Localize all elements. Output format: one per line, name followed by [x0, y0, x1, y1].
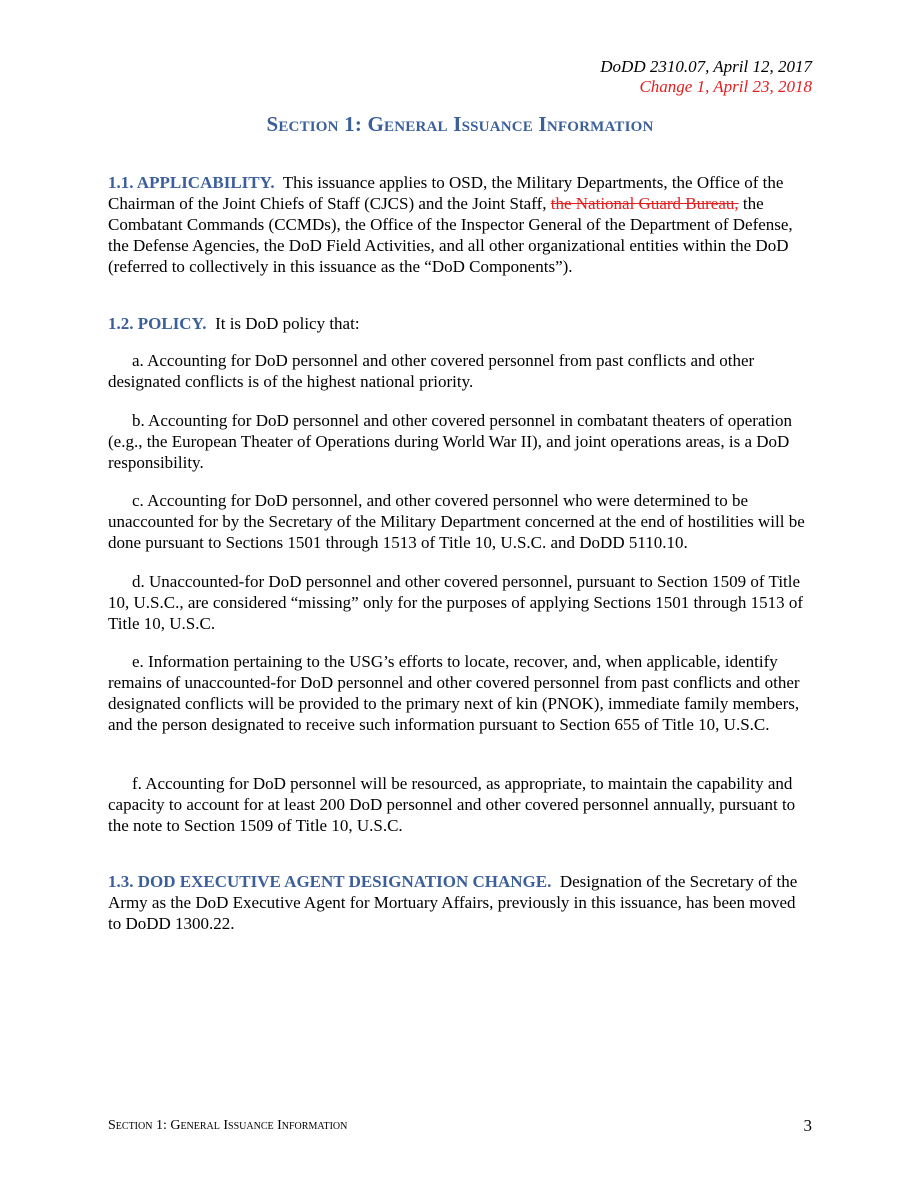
page-number: 3 — [803, 1116, 812, 1135]
policy-item-e — [108, 651, 813, 735]
policy-item-d — [108, 571, 813, 634]
policy-item-b — [108, 410, 813, 473]
executive-agent-text: Designation of the Secretary of the Army as the DoD Executive Agent for Mortuary Affairs, previously in this issuance, has been moved to DoDD 1300.22. — [108, 872, 798, 933]
policy-item-text: f. Accounting for DoD personnel will be resourced, as appropriate, to maintain the capability and capacity to account for at least 200 DoD personnel and other covered personnel annually, pursuant to the note to Section 1509 of Title 10, U.S.C. — [108, 774, 796, 835]
policy-item-text: b. Accounting for DoD personnel and other covered personnel in combatant theaters of operation (e.g., the European Theater of Operations during World War II), and joint operations areas, is a DoD responsibility. — [108, 411, 792, 472]
applicability-text-b: the Combatant Commands (CCMDs), the Office of the Inspector General of the Department of Defense, the Defense Agencies, the DoD Field Activities, and all other organizational entities within the DoD (referred to collectively in this issuance as the “DoD Components”). — [108, 194, 793, 276]
policy-item-c — [108, 490, 813, 553]
change-notice: Change 1, April 23, 2018 — [639, 77, 812, 96]
policy-item-text: e. Information pertaining to the USG’s efforts to locate, recover, and, when applicable, identify remains of unaccounted-for DoD personnel and other covered personnel from past conflicts and other designated conflicts will be provided to the primary next of kin (PNOK), immediate family members, and the person designated to receive such information pursuant to Section 655 of Title 10, U.S.C. — [108, 652, 800, 734]
applicability-paragraph — [108, 172, 813, 277]
executive-agent-heading: 1.3. DOD EXECUTIVE AGENT DESIGNATION CHANGE. — [108, 872, 552, 891]
deleted-text: the National Guard Bureau, — [550, 194, 739, 213]
section-title: Section 1: General Issuance Information — [266, 112, 654, 136]
footer-section-label: Section 1: General Issuance Information — [108, 1118, 348, 1133]
executive-agent-paragraph — [108, 871, 813, 934]
policy-item-text: a. Accounting for DoD personnel and other covered personnel from past conflicts and other designated conflicts is of the highest national priority. — [108, 351, 755, 391]
applicability-heading: 1.1. APPLICABILITY. — [108, 173, 275, 192]
policy-item-f — [108, 773, 813, 836]
applicability-text-a: This issuance applies to OSD, the Military Departments, the Office of the Chairman of the Joint Chiefs of Staff (CJCS) and the Joint Staff, — [108, 173, 784, 213]
policy-item-a — [108, 350, 813, 392]
policy-item-text: c. Accounting for DoD personnel, and other covered personnel who were determined to be unaccounted for by the Secretary of the Military Department concerned at the end of hostilities will be done pursuant to Sections 1501 through 1513 of Title 10, U.S.C. and DoDD 5110.10. — [108, 491, 805, 552]
policy-paragraph — [108, 313, 813, 334]
document-id: DoDD 2310.07, April 12, 2017 — [600, 57, 812, 76]
policy-intro: It is DoD policy that: — [215, 314, 360, 333]
policy-item-text: d. Unaccounted-for DoD personnel and other covered personnel, pursuant to Section 1509 of Title 10, U.S.C., are considered “missing” only for the purposes of applying Sections 1501 through 1513 of Title 10, U.S.C. — [108, 572, 804, 633]
policy-heading: 1.2. POLICY. — [108, 314, 207, 333]
